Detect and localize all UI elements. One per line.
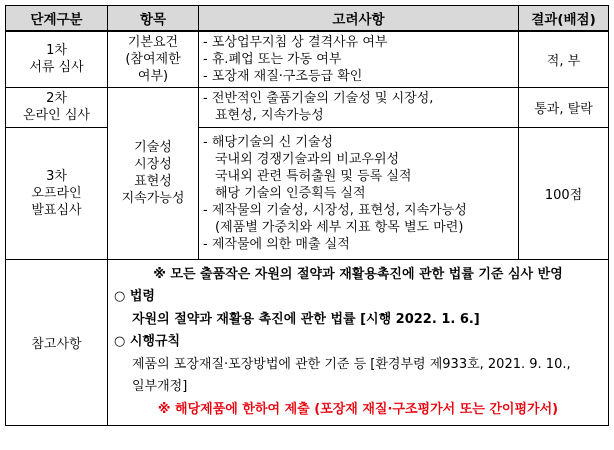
consideration-line: - 포장재 재질·구조등급 확인 bbox=[203, 68, 363, 84]
rule-text: 제품의 포장재질·포장방법에 관한 기준 등 [환경부령 제933호, 2021. 9. 10., bbox=[132, 356, 571, 372]
item-line: 지속가능성 bbox=[121, 191, 185, 206]
rule-text-continued: 일부개정] bbox=[132, 379, 188, 394]
law-text: 자원의 절약과 재활용 촉진에 관한 법률 [시행 2022. 1. 6.] bbox=[132, 311, 480, 327]
consideration-line: (제품별 가중치와 세부 지표 항목 별도 마련) bbox=[215, 219, 464, 235]
stage-line: 발표심사 bbox=[31, 202, 82, 218]
consideration-line: 국내외 경쟁기술과의 비교우위성 bbox=[215, 151, 400, 167]
header-considerations: 고려사항 bbox=[199, 6, 519, 32]
result-cell: 통과, 탈락 bbox=[519, 87, 609, 127]
stage-line: 온라인 심사 bbox=[23, 108, 90, 123]
consideration-line: - 제작물에 의한 매출 실적 bbox=[203, 236, 350, 252]
header-item: 항목 bbox=[108, 6, 199, 32]
item-line: 여부) bbox=[137, 68, 169, 84]
consideration-line: 해당 기술의 인증획득 실적 bbox=[215, 185, 366, 201]
reference-cell bbox=[108, 259, 609, 426]
evaluation-table bbox=[5, 5, 609, 426]
consideration-line: - 해당기술의 신 기술성 bbox=[203, 134, 334, 150]
consideration-line: 표현성, 지속가능성 bbox=[215, 108, 324, 123]
evaluation-table-container bbox=[5, 5, 608, 426]
result-cell: 적, 부 bbox=[519, 31, 609, 87]
stage-cell bbox=[6, 87, 108, 127]
table-row-offline-presentation bbox=[6, 127, 609, 259]
considerations-cell bbox=[199, 127, 519, 259]
stage-line: 서류 심사 bbox=[29, 60, 84, 76]
law-title: ○ 법령 bbox=[114, 289, 155, 304]
item-line: (참여제한 bbox=[125, 51, 181, 67]
reference-notice: ※ 모든 출품작은 자원의 절약과 재활용촉진에 관한 법률 기준 심사 반영 bbox=[153, 266, 563, 282]
result-cell: 100점 bbox=[519, 127, 609, 259]
table-row-reference bbox=[6, 259, 609, 426]
stage-line: 3차 bbox=[46, 168, 67, 184]
header-stage: 단계구분 bbox=[6, 6, 108, 32]
stage-line: 오프라인 bbox=[31, 185, 82, 201]
stage-cell bbox=[6, 31, 108, 87]
considerations-cell bbox=[199, 31, 519, 87]
shared-item-cell bbox=[108, 87, 199, 259]
consideration-line: - 포상업무지침 상 결격사유 여부 bbox=[203, 34, 388, 50]
table-row-online-review bbox=[6, 87, 609, 127]
reference-label: 참고사항 bbox=[6, 259, 108, 426]
item-line: 기본요건 bbox=[127, 34, 179, 50]
item-line: 표현성 bbox=[134, 174, 172, 189]
header-result: 결과(배점) bbox=[519, 6, 609, 32]
stage-cell bbox=[6, 127, 108, 259]
consideration-line: 국내외 관련 특허출원 및 등록 실적 bbox=[215, 168, 412, 184]
consideration-line: - 전반적인 출품기술의 기술성 및 시장성, bbox=[203, 91, 434, 106]
considerations-cell bbox=[199, 87, 519, 127]
item-cell bbox=[108, 31, 199, 87]
stage-line: 1차 bbox=[46, 43, 67, 59]
warning-text: ※ 해당제품에 한하여 제출 (포장재 재질·구조평가서 또는 간이평가서) bbox=[157, 401, 559, 417]
consideration-line: - 휴.폐업 또는 가동 여부 bbox=[203, 51, 342, 67]
table-header-row bbox=[6, 6, 609, 32]
table-row-document-review bbox=[6, 31, 609, 87]
rule-title: ○ 시행규칙 bbox=[114, 334, 181, 349]
consideration-line: - 제작물의 기술성, 시장성, 표현성, 지속가능성 bbox=[203, 202, 467, 218]
item-line: 시장성 bbox=[134, 157, 172, 172]
item-line: 기술성 bbox=[134, 140, 172, 155]
stage-line: 2차 bbox=[46, 91, 67, 106]
